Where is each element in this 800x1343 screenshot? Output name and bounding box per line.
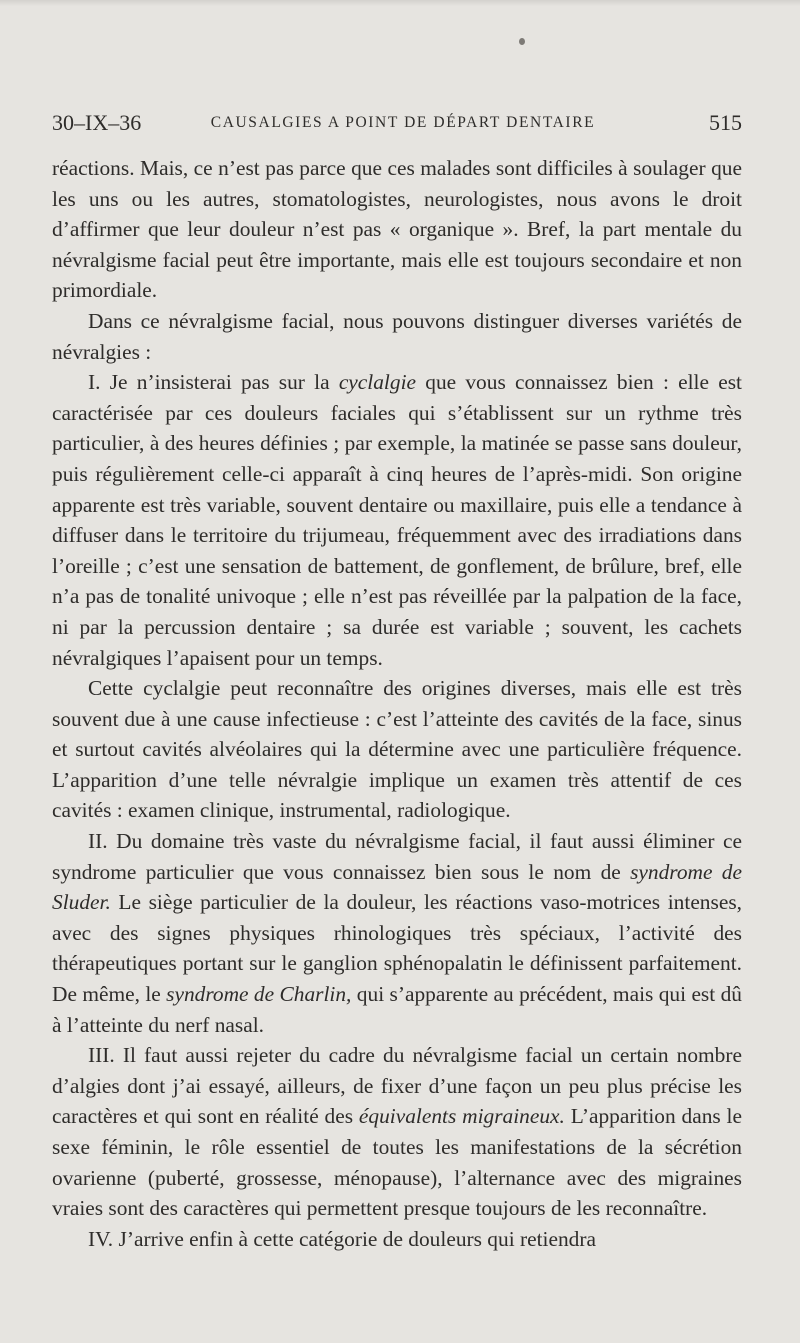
- page-edge: [0, 0, 800, 6]
- paragraph-text: II. Du domaine très vaste du névralgisme facial, il faut aussi éliminer ce syndrome particulier que vous connaissez bien sous le nom de: [52, 829, 742, 884]
- term-cyclalgie: cyclalgie: [338, 370, 417, 395]
- paragraph-7: [52, 1224, 742, 1255]
- term-syndrome-de-charlin: syndrome de Charlin,: [166, 982, 352, 1007]
- paragraph-text: III. Il faut aussi rejeter du cadre du névralgisme facial un certain nombre d’algies dont j’ai essayé, ailleurs, de fixer d’une façon un peu plus précise les caractères et qui sont en réalité des: [52, 1043, 742, 1129]
- paragraph-3-cyclalgie: [52, 367, 742, 673]
- paragraph-text: Cette cyclalgie peut reconnaître des origines diverses, mais elle est très souvent due à une cause infectieuse : c’est l’atteinte des cavités de la face, sinus et surtout cavités alvéolaires qui la détermine avec une particulière fréquence. L’apparition d’une telle névralgie implique un examen très attentif de ces cavités : examen clinique, instrumental, radiologique.: [52, 676, 742, 823]
- running-header: [52, 110, 742, 140]
- paragraph-5-sluder: [52, 826, 742, 1040]
- paragraph-2: [52, 306, 742, 367]
- ink-speck: [519, 38, 525, 45]
- paragraph-text: Le siège particulier de la douleur, les réactions vaso-motrices intenses, avec des signes physiques rhinologiques très spéciaux, l’activité des thérapeutiques portant sur le ganglion sphénopalatin le définissent parfaitement. De même, le: [52, 890, 742, 1007]
- paragraph-text: que vous connaissez bien : elle est caractérisée par ces douleurs faciales qui s’établissent sur un rythme très particulier, à des heures définies ; par exemple, la matinée se passe sans douleur, puis régulièrement celle-ci apparaît à cinq heures de l’après-midi. Son origine apparente est très variable, souvent dentaire ou maxillaire, puis elle a tendance à diffuser dans le territoire du trijumeau, fréquemment avec des irradiations dans l’oreille ; c’est une sensation de battement, de gonflement, de brûlure, bref, elle n’a pas de tonalité univoque ; elle n’est pas réveillée par la palpation de la face, ni par la percussion dentaire ; sa durée est variable ; souvent, les cachets névralgiques l’apaisent pour un temps.: [52, 370, 742, 670]
- running-title: CAUSALGIES A POINT DE DÉPART DENTAIRE: [210, 114, 596, 131]
- header-date: 30–IX–36: [52, 110, 142, 135]
- page-number: 515: [709, 110, 742, 135]
- paragraph-text: qui s’apparente au précédent, mais qui est dû à l’atteinte du nerf nasal.: [52, 982, 742, 1037]
- paragraph-6-migraineux: [52, 1040, 742, 1224]
- paragraph-1: [52, 153, 742, 306]
- paragraph-text: L’apparition dans le sexe féminin, le rôle essentiel de toutes les manifestations de la sécrétion ovarienne (puberté, grossesse, ménopause), l’alternance avec des migraines vraies sont des caractères qui permettent presque toujours de les reconnaître.: [52, 1104, 742, 1221]
- term-syndrome-de-sluder: syndrome de Sluder.: [52, 859, 742, 915]
- paragraph-text: Dans ce névralgisme facial, nous pouvons distinguer diverses variétés de névralgies :: [52, 308, 742, 364]
- term-equivalents-migraineux: équivalents migraineux.: [358, 1104, 565, 1129]
- paragraph-4: [52, 673, 742, 826]
- body-text: [52, 153, 742, 1254]
- paragraph-text: réactions. Mais, ce n’est pas parce que ces malades sont difficiles à soulager que les uns ou les autres, stomatologistes, neurologistes, nous avons le droit d’affirmer que leur douleur n’est pas « organique ». Bref, la part mentale du névralgisme facial peut être importante, mais elle est toujours secondaire et non primordiale.: [52, 156, 742, 303]
- paragraph-text: I. Je n’insisterai pas sur la: [88, 370, 339, 395]
- paragraph-text: IV. J’arrive enfin à cette catégorie de douleurs qui retiendra: [88, 1226, 596, 1251]
